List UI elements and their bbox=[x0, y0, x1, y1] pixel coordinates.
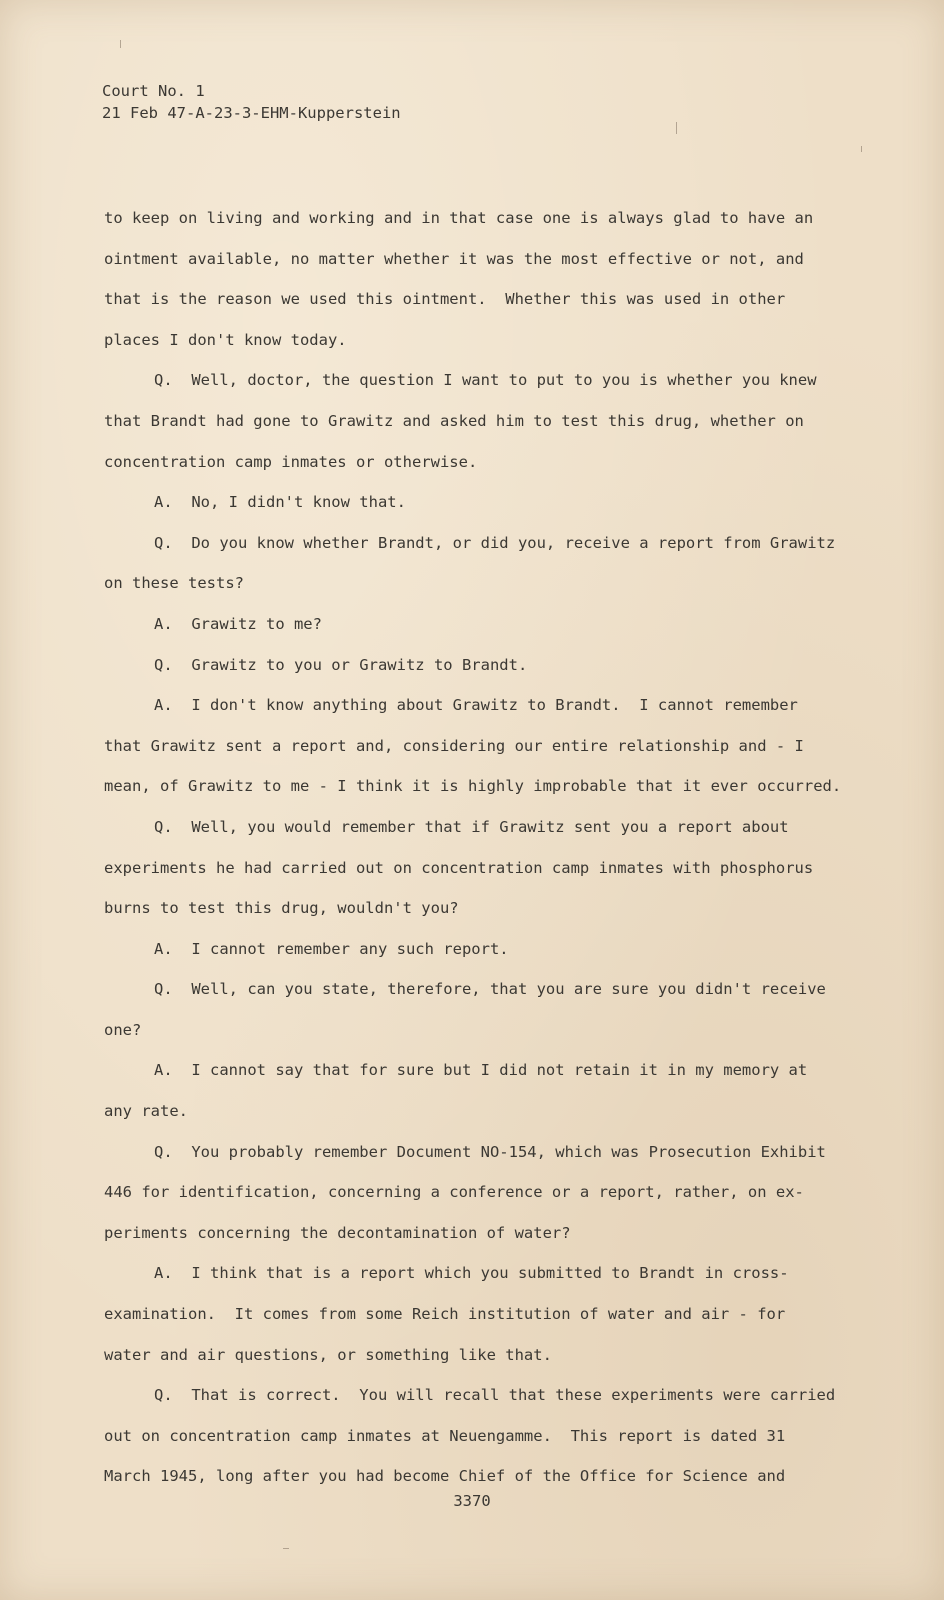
transcript-line: A. I don't know anything about Grawitz to Brandt. I cannot remember bbox=[154, 696, 798, 715]
transcript-line: any rate. bbox=[104, 1102, 188, 1121]
transcript-line: to keep on living and working and in that case one is always glad to have an bbox=[104, 209, 814, 227]
transcript-line: examination. It comes from some Reich institution of water and air - for bbox=[104, 1305, 786, 1324]
transcript-line: on these tests? bbox=[104, 574, 244, 593]
transcript-line: experiments he had carried out on concentration camp inmates with phosphorus bbox=[104, 858, 814, 877]
transcript-line: A. I cannot say that for sure but I did not retain it in my memory at bbox=[154, 1061, 808, 1080]
transcript-line: A. No, I didn't know that. bbox=[154, 493, 406, 512]
transcript-body bbox=[104, 198, 884, 1497]
transcript-line: Q. Well, you would remember that if Grawitz sent you a report about bbox=[154, 817, 789, 836]
paper-speck bbox=[861, 146, 862, 152]
transcript-line: A. I think that is a report which you submitted to Brandt in cross- bbox=[154, 1264, 789, 1283]
transcript-line: Q. You probably remember Document NO-154, which was Prosecution Exhibit bbox=[154, 1142, 826, 1161]
page-header bbox=[102, 80, 401, 124]
transcript-line: Q. Well, can you state, therefore, that you are sure you didn't receive bbox=[154, 980, 826, 999]
paper-speck bbox=[120, 40, 121, 48]
transcript-line: 446 for identification, concerning a conference or a report, rather, on ex- bbox=[104, 1183, 804, 1202]
transcript-line: that Grawitz sent a report and, considering our entire relationship and - I bbox=[104, 736, 804, 755]
transcript-line: Q. That is correct. You will recall that these experiments were carried bbox=[154, 1386, 836, 1405]
transcript-line: mean, of Grawitz to me - I think it is highly improbable that it ever occurred. bbox=[104, 777, 842, 796]
court-label: Court No. 1 bbox=[102, 82, 205, 100]
transcript-line: March 1945, long after you had become Chief of the Office for Science and bbox=[104, 1467, 786, 1486]
transcript-line: Q. Grawitz to you or Grawitz to Brandt. bbox=[154, 655, 528, 674]
transcript-line: that is the reason we used this ointment. Whether this was used in other bbox=[104, 290, 786, 309]
transcript-line: that Brandt had gone to Grawitz and asked him to test this drug, whether on bbox=[104, 411, 804, 430]
transcript-line: Q. Do you know whether Brandt, or did you, receive a report from Grawitz bbox=[154, 533, 836, 552]
page-number: 3370 bbox=[453, 1492, 491, 1510]
transcript-line: concentration camp inmates or otherwise. bbox=[104, 452, 478, 471]
transcript-line: A. I cannot remember any such report. bbox=[154, 939, 509, 958]
transcript-line: places I don't know today. bbox=[104, 330, 347, 349]
transcript-line: ointment available, no matter whether it was the most effective or not, and bbox=[104, 249, 804, 268]
paper-speck bbox=[283, 1548, 289, 1549]
transcript-line: out on concentration camp inmates at Neuengamme. This report is dated 31 bbox=[104, 1426, 786, 1445]
paper-speck bbox=[676, 122, 677, 134]
transcript-line: burns to test this drug, wouldn't you? bbox=[104, 899, 459, 918]
transcript-line: periments concerning the decontamination of water? bbox=[104, 1223, 571, 1242]
transcript-line: one? bbox=[104, 1020, 142, 1039]
transcript-line: Q. Well, doctor, the question I want to put to you is whether you knew bbox=[154, 371, 817, 390]
document-reference: 21 Feb 47-A-23-3-EHM-Kupperstein bbox=[102, 104, 401, 122]
transcript-line: water and air questions, or something like that. bbox=[104, 1345, 552, 1364]
transcript-line: A. Grawitz to me? bbox=[154, 614, 322, 633]
